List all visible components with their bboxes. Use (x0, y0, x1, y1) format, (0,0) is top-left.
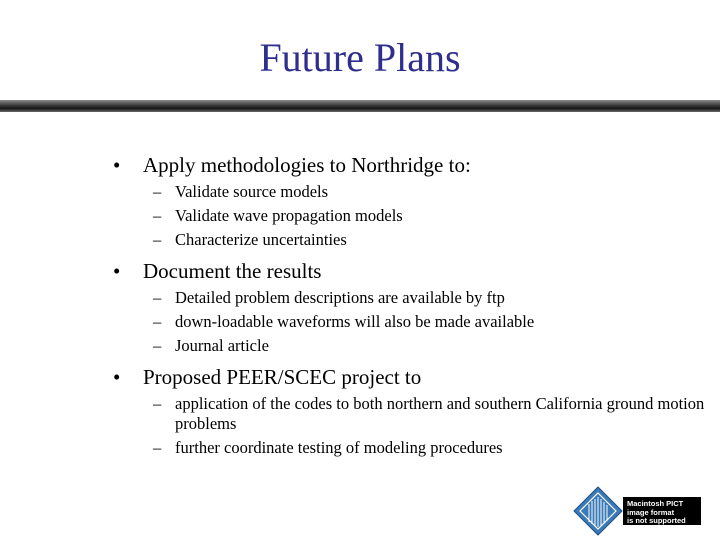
title-divider (0, 100, 720, 112)
sub-text: down-loadable waveforms will also be made available (175, 312, 535, 331)
bullet-icon: • (113, 259, 121, 283)
dash-icon: – (153, 336, 162, 355)
macintosh-pict-icon (573, 486, 623, 536)
sub-text: application of the codes to both northern and southern California ground motion problems (175, 394, 705, 433)
sub-text: Journal article (175, 336, 269, 355)
sub-list (113, 182, 713, 250)
sub-text: Validate source models (175, 182, 329, 201)
dash-icon: – (153, 312, 162, 331)
bullet-text: Document the results (143, 259, 322, 283)
bullet-item (113, 259, 713, 283)
sub-item (113, 206, 713, 226)
sub-text: Validate wave propagation models (175, 206, 403, 225)
sub-item (113, 182, 713, 202)
dash-icon: – (153, 288, 162, 307)
sub-text: further coordinate testing of modeling procedures (175, 438, 503, 457)
dash-icon: – (153, 206, 162, 225)
dash-icon: – (153, 230, 162, 249)
sub-list (113, 288, 713, 356)
sub-text: Detailed problem descriptions are available by ftp (175, 288, 505, 307)
sub-text: Characterize uncertainties (175, 230, 347, 249)
dash-icon: – (153, 394, 162, 413)
sub-item (113, 230, 713, 250)
bullet-item (113, 365, 713, 389)
slide-title: Future Plans (259, 35, 461, 80)
sub-item (113, 336, 713, 356)
sub-item (113, 312, 713, 332)
sub-item (113, 394, 713, 434)
dash-icon: – (153, 438, 162, 457)
bullet-list (113, 153, 713, 462)
sub-item (113, 288, 713, 308)
pict-label-line: Macintosh PICT (627, 499, 684, 508)
bullet-text: Proposed PEER/SCEC project to (143, 365, 422, 389)
pict-unsupported-label (627, 500, 707, 526)
bullet-icon: • (113, 365, 121, 389)
pict-label-line: is not supported (627, 516, 686, 525)
bullet-icon: • (113, 153, 121, 177)
pict-label-line: image format (627, 507, 675, 517)
bullet-text: Apply methodologies to Northridge to: (143, 153, 471, 177)
sub-list (113, 394, 713, 458)
dash-icon: – (153, 182, 162, 201)
bullet-item (113, 153, 713, 177)
sub-item (113, 438, 713, 458)
